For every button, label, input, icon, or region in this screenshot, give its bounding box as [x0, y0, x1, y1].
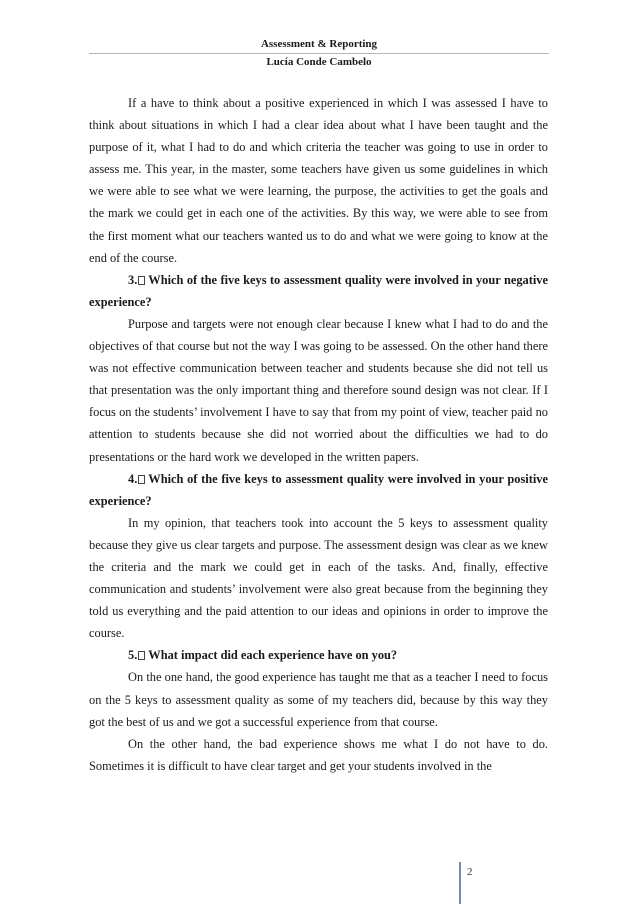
missing-glyph-icon — [138, 276, 145, 285]
question-text: Which of the five keys to assessment quality were involved in your positive experience? — [89, 471, 548, 508]
body-text — [89, 92, 548, 777]
answer-paragraph: On the one hand, the good experience has taught me that as a teacher I need to focus on the 5 keys to assessment quality as some of my teachers did, because by this way they got the best of us and we got a successful experience from that course. — [89, 670, 548, 729]
missing-glyph-icon — [138, 651, 145, 660]
answer-paragraph: On the other hand, the bad experience shows me what I do not have to do. Sometimes it is difficult to have clear target and get your students involved in the — [89, 736, 548, 773]
answer-paragraph: Purpose and targets were not enough clear because I knew what I had to do and the objectives of that course but not the way I was going to be assessed. On the other hand there was not effective communication between teacher and students because she did not tell us that presentation was the only important thing and therefore sound design was not clear. If I focus on the students’ involvement I have to say that from my point of view, teacher paid no attention to students because she did not worried about the difficulties we had to do presentations or the hard work we developed in the written papers. — [89, 316, 548, 464]
page-header — [0, 38, 638, 68]
answer-paragraph: In my opinion, that teachers took into account the 5 keys to assessment quality because they give us clear targets and purpose. The assessment design was clear as we knew the criteria and the mark we could get in each of the tasks. And, finally, effective communication and students’ involvement were also great because from the beginning they told us everything and the paid attention to our ideas and opinions in order to improve the course. — [89, 515, 548, 641]
missing-glyph-icon — [138, 475, 145, 484]
paragraph: If a have to think about a positive experienced in which I was assessed I have to think about situations in which I had a clear idea about what I have been taught and the purpose of it, what I had to do and which criteria the teacher was going to use in order to assess me. This year, in the master, some teachers have given us some guidelines in which we were able to see what we were learning, the purpose, the activities to get the goals and the mark we could get in each one of the activities. By this way, we were able to see from the first moment what our teachers wanted us to do and what we were going to know at the end of the course. — [89, 96, 548, 265]
header-title: Assessment & Reporting — [260, 38, 378, 50]
question-heading — [89, 468, 548, 512]
question-text: What impact did each experience have on you? — [148, 648, 398, 663]
question-heading — [89, 269, 548, 313]
footer-accent-bar — [459, 862, 461, 904]
header-author: Lucía Conde Cambelo — [266, 56, 372, 68]
question-number: 4. — [128, 471, 138, 486]
question-text: Which of the five keys to assessment quality were involved in your negative experience? — [89, 272, 548, 309]
page-number: 2 — [467, 866, 473, 878]
question-heading — [89, 644, 548, 666]
question-number: 3. — [128, 272, 138, 287]
question-number: 5. — [128, 648, 138, 663]
header-rule — [89, 53, 549, 54]
